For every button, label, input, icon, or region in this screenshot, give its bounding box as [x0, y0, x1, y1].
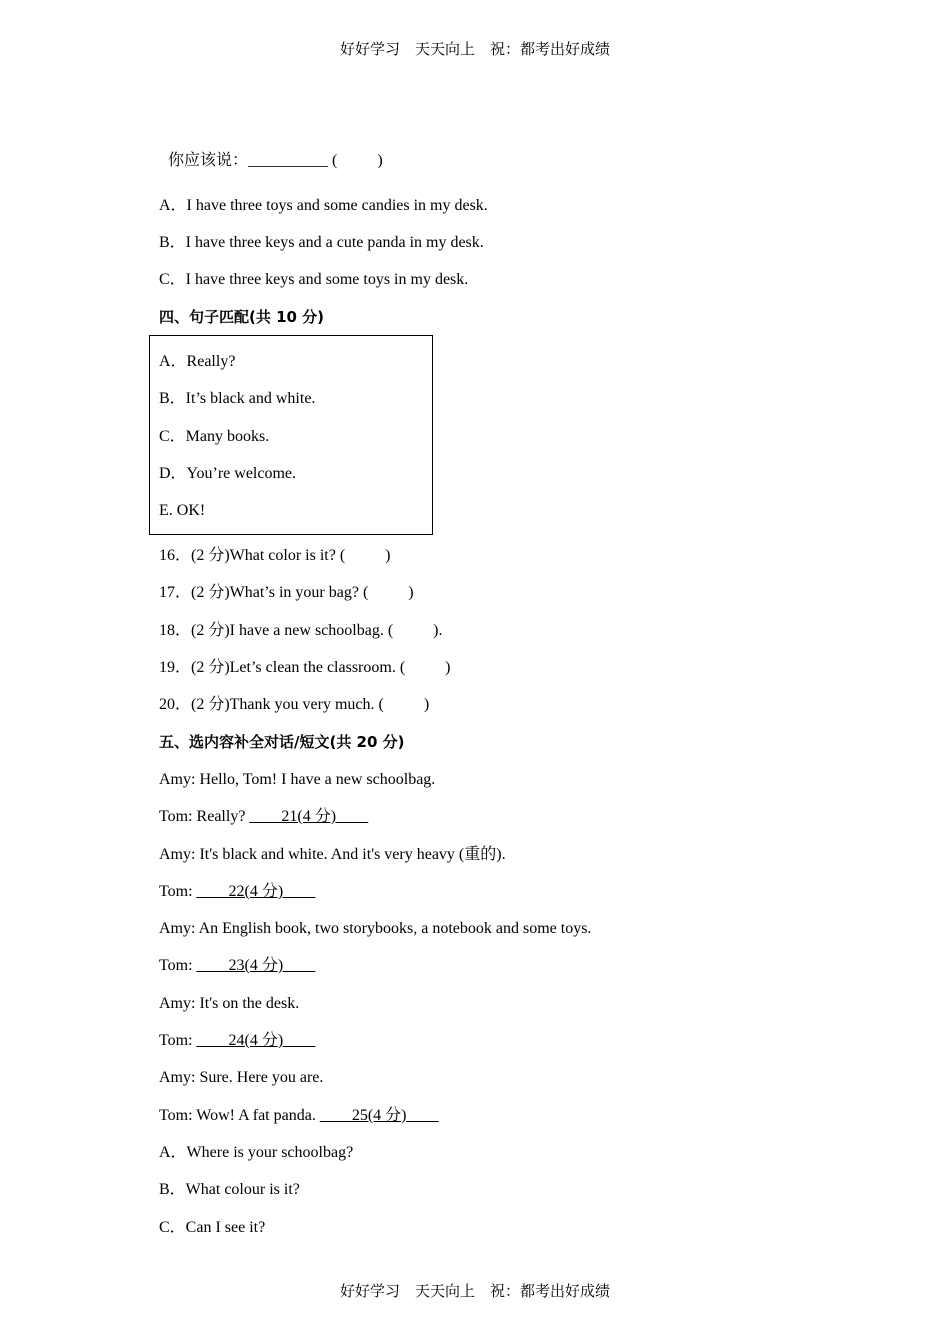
box-option-b: B．It’s black and white. [159, 390, 316, 407]
dialogue-line: Amy: It's black and white. And it's very heavy (重的). [159, 846, 506, 863]
dialogue-line [159, 1031, 315, 1051]
dialogue-line [159, 882, 315, 902]
page-header: 好好学习 天天向上 祝：都考出好成绩 [339, 40, 610, 58]
option-a: A．I have three toys and some candies in my desk. [159, 197, 488, 214]
dialogue-text: Tom: Really? [159, 808, 250, 825]
dialogue-line [159, 1106, 439, 1126]
question-17: 17．(2 分)What’s in your bag? ( ) [159, 584, 414, 601]
dialogue-text: Tom: [159, 883, 197, 900]
box-option-c: C．Many books. [159, 428, 270, 445]
dialogue-line [159, 807, 368, 827]
section5-option-b: B．What colour is it? [159, 1181, 300, 1198]
question-prompt: 你应该说：__________ ( ) [168, 152, 383, 169]
dialogue-text: Tom: [159, 957, 197, 974]
dialogue-line [159, 956, 315, 976]
option-c: C．I have three keys and some toys in my desk. [159, 271, 469, 288]
option-b: B．I have three keys and a cute panda in my desk. [159, 234, 484, 251]
box-option-e: E. OK! [159, 502, 206, 519]
dialogue-line: Amy: Sure. Here you are. [159, 1069, 324, 1086]
dialogue-line: Amy: Hello, Tom! I have a new schoolbag. [159, 771, 436, 788]
box-option-d: D．You’re welcome. [159, 465, 297, 482]
dialogue-text: Tom: Wow! A fat panda. [159, 1107, 320, 1124]
box-option-a: A．Really? [159, 353, 236, 370]
blank-23: ____23(4 分)____ [196, 957, 316, 974]
dialogue-line: Amy: It's on the desk. [159, 995, 300, 1012]
section5-option-c: C．Can I see it? [159, 1219, 266, 1236]
page-footer: 好好学习 天天向上 祝：都考出好成绩 [339, 1282, 610, 1300]
dialogue-line: Amy: An English book, two storybooks, a notebook and some toys. [159, 920, 592, 937]
question-19: 19．(2 分)Let’s clean the classroom. ( ) [159, 659, 451, 676]
dialogue-text: Tom: [159, 1032, 197, 1049]
question-16: 16．(2 分)What color is it? ( ) [159, 547, 391, 564]
question-20: 20．(2 分)Thank you very much. ( ) [159, 696, 430, 713]
question-18: 18．(2 分)I have a new schoolbag. ( ). [159, 622, 443, 639]
section-4-title: 四、句子匹配(共 10 分) [159, 308, 325, 326]
blank-25: ____25(4 分)____ [319, 1107, 439, 1124]
blank-24: ____24(4 分)____ [196, 1032, 316, 1049]
blank-21: ____21(4 分)____ [249, 808, 369, 825]
section5-option-a: A．Where is your schoolbag? [159, 1144, 354, 1161]
blank-22: ____22(4 分)____ [196, 883, 316, 900]
section-5-title: 五、选内容补全对话/短文(共 20 分) [159, 733, 405, 751]
